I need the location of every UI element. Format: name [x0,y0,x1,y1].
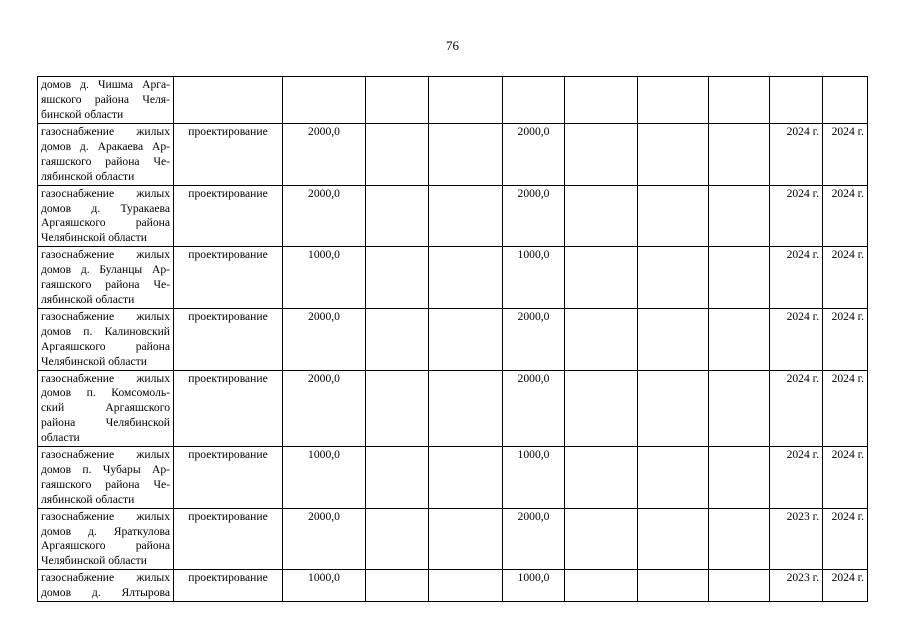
object-name-cell [38,447,174,509]
year-end-cell: 2024 г. [823,247,868,309]
amount-cell: 1000,0 [503,247,565,309]
object-name-cell [38,124,174,186]
empty-cell [638,124,709,186]
empty-cell [709,508,770,570]
table-row [38,447,868,509]
amount-cell [503,77,565,124]
total-amount-cell: 2000,0 [283,124,366,186]
table-row [38,185,868,247]
object-name-cell [38,247,174,309]
empty-cell [366,508,429,570]
empty-cell [429,124,503,186]
work-type-cell: проектирование [174,185,283,247]
empty-cell [366,77,429,124]
object-name-line: бинской области [41,107,124,121]
year-start-cell: 2024 г. [770,247,823,309]
object-name-line: Челябинской области [41,231,147,245]
object-name-line: Аргаяшского района [41,339,170,353]
object-name-line: лябинской области [41,292,135,306]
empty-cell [638,247,709,309]
empty-cell [429,308,503,370]
empty-cell [565,508,638,570]
object-name-line: лябинской области [41,169,135,183]
object-name-line: гаяшского района Че- [41,477,170,491]
empty-cell [565,124,638,186]
empty-cell [638,447,709,509]
object-name-line: Челябинской области [41,554,147,568]
object-name-cell [38,185,174,247]
object-name-cell [38,308,174,370]
total-amount-cell: 2000,0 [283,185,366,247]
total-amount-cell: 1000,0 [283,570,366,602]
object-name-cell [38,77,174,124]
year-start-cell: 2024 г. [770,308,823,370]
year-end-cell: 2024 г. [823,570,868,602]
empty-cell [429,370,503,447]
year-end-cell: 2024 г. [823,308,868,370]
object-name-line: газоснабжение жилых [41,248,170,262]
empty-cell [429,570,503,602]
empty-cell [709,370,770,447]
empty-cell [366,308,429,370]
empty-cell [709,185,770,247]
object-name-line: домов д. Буланцы Ар- [41,263,170,277]
work-type-cell: проектирование [174,508,283,570]
work-type-cell: проектирование [174,447,283,509]
empty-cell [638,308,709,370]
object-name-cell [38,508,174,570]
empty-cell [638,77,709,124]
empty-cell [565,185,638,247]
empty-cell [565,370,638,447]
object-name-line: газоснабжение жилых [41,571,170,585]
object-name-cell [38,570,174,602]
work-type-cell [174,77,283,124]
empty-cell [638,370,709,447]
object-name-line: газоснабжение жилых [41,509,170,523]
work-type-cell: проектирование [174,570,283,602]
empty-cell [709,124,770,186]
year-start-cell: 2024 г. [770,185,823,247]
year-end-cell: 2024 г. [823,447,868,509]
object-name-line: газоснабжение жилых [41,309,170,323]
empty-cell [366,447,429,509]
empty-cell [429,508,503,570]
empty-cell [638,508,709,570]
empty-cell [565,447,638,509]
total-amount-cell: 2000,0 [283,508,366,570]
amount-cell: 2000,0 [503,508,565,570]
year-start-cell: 2023 г. [770,508,823,570]
object-name-line: ский Аргаяшского [41,401,170,415]
total-amount-cell [283,77,366,124]
table-row [38,247,868,309]
year-start-cell: 2024 г. [770,124,823,186]
work-type-cell: проектирование [174,370,283,447]
empty-cell [366,247,429,309]
object-name-line: газоснабжение жилых [41,186,170,200]
year-start-cell: 2024 г. [770,370,823,447]
object-name-line: Челябинской области [41,354,147,368]
empty-cell [429,247,503,309]
empty-cell [709,570,770,602]
empty-cell [429,77,503,124]
empty-cell [366,370,429,447]
amount-cell: 2000,0 [503,185,565,247]
empty-cell [366,185,429,247]
object-name-line: домов д. Аракаева Ар- [41,139,170,153]
object-name-line: домов д. Ялтырова [41,586,170,600]
total-amount-cell: 1000,0 [283,447,366,509]
empty-cell [709,247,770,309]
object-name-line: области [41,431,80,445]
amount-cell: 2000,0 [503,370,565,447]
total-amount-cell: 2000,0 [283,308,366,370]
object-name-line: газоснабжение жилых [41,371,170,385]
empty-cell [709,77,770,124]
empty-cell [366,570,429,602]
total-amount-cell: 1000,0 [283,247,366,309]
work-type-cell: проектирование [174,247,283,309]
year-end-cell [823,77,868,124]
object-name-line: домов д. Туракаева [41,201,170,215]
object-name-line: гаяшского района Че- [41,154,170,168]
object-name-line: Аргаяшского района [41,216,170,230]
table-row [38,370,868,447]
table-row [38,508,868,570]
table-row [38,570,868,602]
year-end-cell: 2024 г. [823,185,868,247]
year-end-cell: 2024 г. [823,508,868,570]
object-name-line: газоснабжение жилых [41,448,170,462]
amount-cell: 2000,0 [503,124,565,186]
object-name-line: домов д. Чишма Арга- [41,78,170,91]
empty-cell [709,308,770,370]
table-row [38,77,868,124]
empty-cell [429,185,503,247]
empty-cell [565,77,638,124]
empty-cell [638,570,709,602]
year-end-cell: 2024 г. [823,370,868,447]
empty-cell [638,185,709,247]
object-name-line: лябинской области [41,492,135,506]
table-row [38,308,868,370]
empty-cell [565,570,638,602]
object-name-line: яшского района Челя- [41,92,170,106]
object-name-line: газоснабжение жилых [41,125,170,138]
year-start-cell: 2023 г. [770,570,823,602]
object-name-line: Аргаяшского района [41,539,170,553]
object-name-line: домов п. Калиновский [41,324,170,338]
empty-cell [709,447,770,509]
object-name-line: домов д. Яраткулова [41,524,170,538]
budget-table [37,76,868,602]
year-end-cell: 2024 г. [823,124,868,186]
amount-cell: 1000,0 [503,447,565,509]
page-number: 76 [446,38,459,53]
empty-cell [565,247,638,309]
object-name-line: района Челябинской [41,416,170,430]
empty-cell [366,124,429,186]
work-type-cell: проектирование [174,308,283,370]
amount-cell: 2000,0 [503,308,565,370]
empty-cell [429,447,503,509]
empty-cell [565,308,638,370]
object-name-line: домов п. Комсомоль- [41,386,170,400]
object-name-line: гаяшского района Че- [41,278,170,292]
work-type-cell: проектирование [174,124,283,186]
year-start-cell [770,77,823,124]
amount-cell: 1000,0 [503,570,565,602]
year-start-cell: 2024 г. [770,447,823,509]
total-amount-cell: 2000,0 [283,370,366,447]
table-row [38,124,868,186]
object-name-line: домов п. Чубары Ар- [41,462,170,476]
object-name-cell [38,370,174,447]
table-body [38,77,868,602]
